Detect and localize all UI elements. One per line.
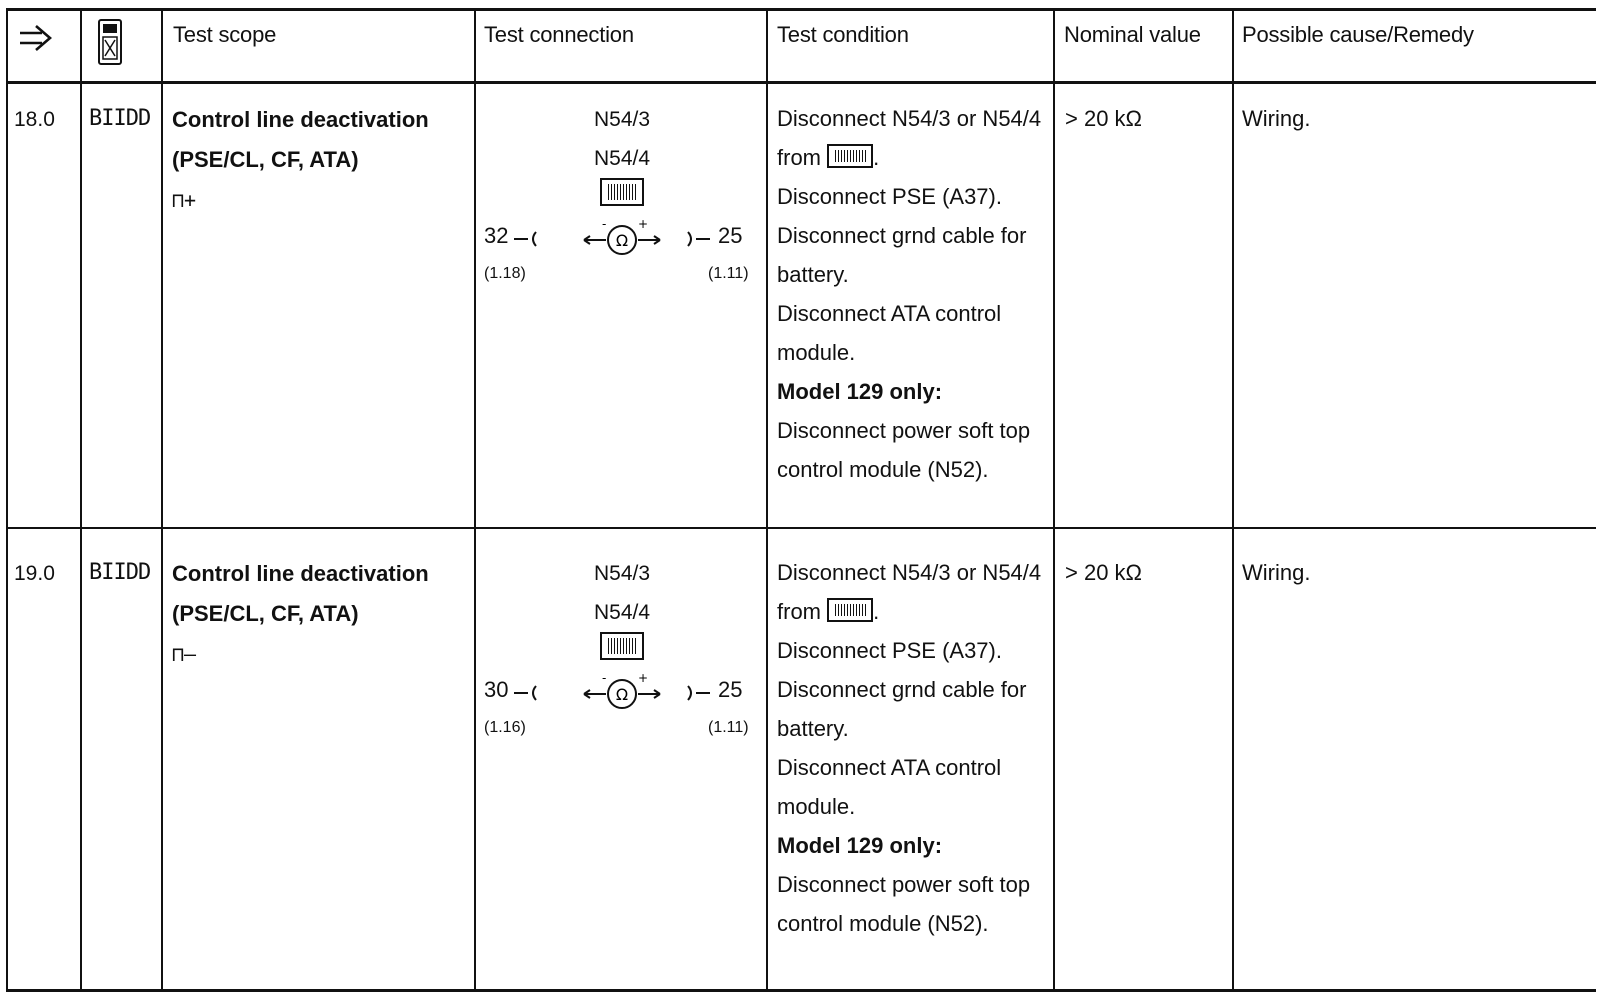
pin-right: 25 xyxy=(718,677,743,702)
condition-line: module. xyxy=(777,340,856,365)
condition-line: Disconnect N54/3 or N54/4 xyxy=(777,560,1042,585)
tester-icon xyxy=(96,18,136,70)
scope-title: Control line deactivation xyxy=(172,561,429,586)
test-connection xyxy=(482,554,762,754)
possible-cause: Wiring. xyxy=(1242,106,1311,131)
plug-left-icon xyxy=(512,683,542,703)
fault-code: BIIDD xyxy=(89,560,151,585)
ref-left: (1.16) xyxy=(484,719,526,736)
condition-line: Disconnect power soft top xyxy=(777,872,1031,897)
condition-line: battery. xyxy=(777,716,849,741)
ref-right: (1.11) xyxy=(708,719,749,736)
condition-line: Disconnect ATA control xyxy=(777,755,1002,780)
nominal-value: > 20 kΩ xyxy=(1065,560,1142,585)
double-right-arrow-icon xyxy=(18,22,54,54)
col-divider xyxy=(80,8,82,992)
connector-label: N54/3 xyxy=(593,562,651,585)
col-divider xyxy=(1053,8,1055,992)
step-number: 19.0 xyxy=(14,562,55,585)
condition-line: control module (N52). xyxy=(777,911,989,936)
col-divider xyxy=(766,8,768,992)
header-test-scope: Test scope xyxy=(173,22,277,47)
fault-code: BIIDD xyxy=(89,106,151,131)
tester-module-icon xyxy=(827,598,873,622)
scope-symbol: ⊓+ xyxy=(172,188,197,212)
tester-module-icon xyxy=(482,632,762,665)
plug-right-icon xyxy=(682,683,712,703)
pin-right: 25 xyxy=(718,223,743,248)
nominal-value: > 20 kΩ xyxy=(1065,106,1142,131)
scope-systems: (PSE/CL, CF, ATA) xyxy=(172,147,359,172)
plug-right-icon xyxy=(682,229,712,249)
svg-text:Ω: Ω xyxy=(615,231,629,250)
condition-line: battery. xyxy=(777,262,849,287)
condition-line: Disconnect PSE (A37). xyxy=(777,638,1002,663)
condition-line: from . xyxy=(777,599,880,624)
header-test-condition: Test condition xyxy=(777,22,909,47)
col-divider xyxy=(161,8,163,992)
table-bottom-border xyxy=(6,989,1596,992)
plug-left-icon xyxy=(512,229,542,249)
svg-text:+: + xyxy=(638,672,649,685)
condition-line: Disconnect power soft top xyxy=(777,418,1031,443)
col-divider xyxy=(6,8,8,992)
ref-right: (1.11) xyxy=(708,265,749,282)
svg-text:Ω: Ω xyxy=(615,685,629,704)
scope-systems: (PSE/CL, CF, ATA) xyxy=(172,601,359,626)
header-possible-cause: Possible cause/Remedy xyxy=(1242,22,1474,47)
header-nominal-value: Nominal value xyxy=(1064,22,1201,47)
header-bottom-border xyxy=(6,81,1596,84)
test-condition xyxy=(777,553,1052,943)
test-scope xyxy=(172,100,472,220)
header-test-connection: Test connection xyxy=(484,22,634,47)
pin-left: 32 xyxy=(484,223,509,248)
tester-module-icon xyxy=(482,178,762,211)
condition-line: from . xyxy=(777,145,880,170)
test-condition xyxy=(777,99,1052,489)
pin-left: 30 xyxy=(484,677,509,702)
condition-line: Disconnect grnd cable for xyxy=(777,223,1027,248)
condition-line: Disconnect ATA control xyxy=(777,301,1002,326)
condition-line: Disconnect PSE (A37). xyxy=(777,184,1002,209)
condition-line: Model 129 only: xyxy=(777,379,943,404)
scope-symbol: ⊓– xyxy=(172,642,197,666)
ohmmeter-icon xyxy=(582,218,662,258)
ohmmeter-icon xyxy=(582,672,662,712)
arrow-icon xyxy=(18,22,68,62)
connector-label: N54/3 xyxy=(593,108,651,131)
ref-left: (1.18) xyxy=(484,265,526,282)
condition-line: control module (N52). xyxy=(777,457,989,482)
condition-line: Model 129 only: xyxy=(777,833,943,858)
tester-module-icon xyxy=(827,144,873,168)
connector-label: N54/4 xyxy=(593,601,651,624)
svg-text:+: + xyxy=(638,218,649,231)
tester-icon xyxy=(96,18,124,66)
condition-line: Disconnect N54/3 or N54/4 xyxy=(777,106,1042,131)
condition-line: Disconnect grnd cable for xyxy=(777,677,1027,702)
svg-text:-: - xyxy=(602,218,607,231)
connector-label: N54/4 xyxy=(593,147,651,170)
svg-text:-: - xyxy=(602,672,607,685)
scope-title: Control line deactivation xyxy=(172,107,429,132)
possible-cause: Wiring. xyxy=(1242,560,1311,585)
table-top-border xyxy=(6,8,1596,11)
col-divider xyxy=(1232,8,1234,992)
test-connection xyxy=(482,100,762,300)
step-number: 18.0 xyxy=(14,108,55,131)
test-scope xyxy=(172,554,472,674)
condition-line: module. xyxy=(777,794,856,819)
col-divider xyxy=(474,8,476,992)
row-divider xyxy=(6,527,1596,529)
